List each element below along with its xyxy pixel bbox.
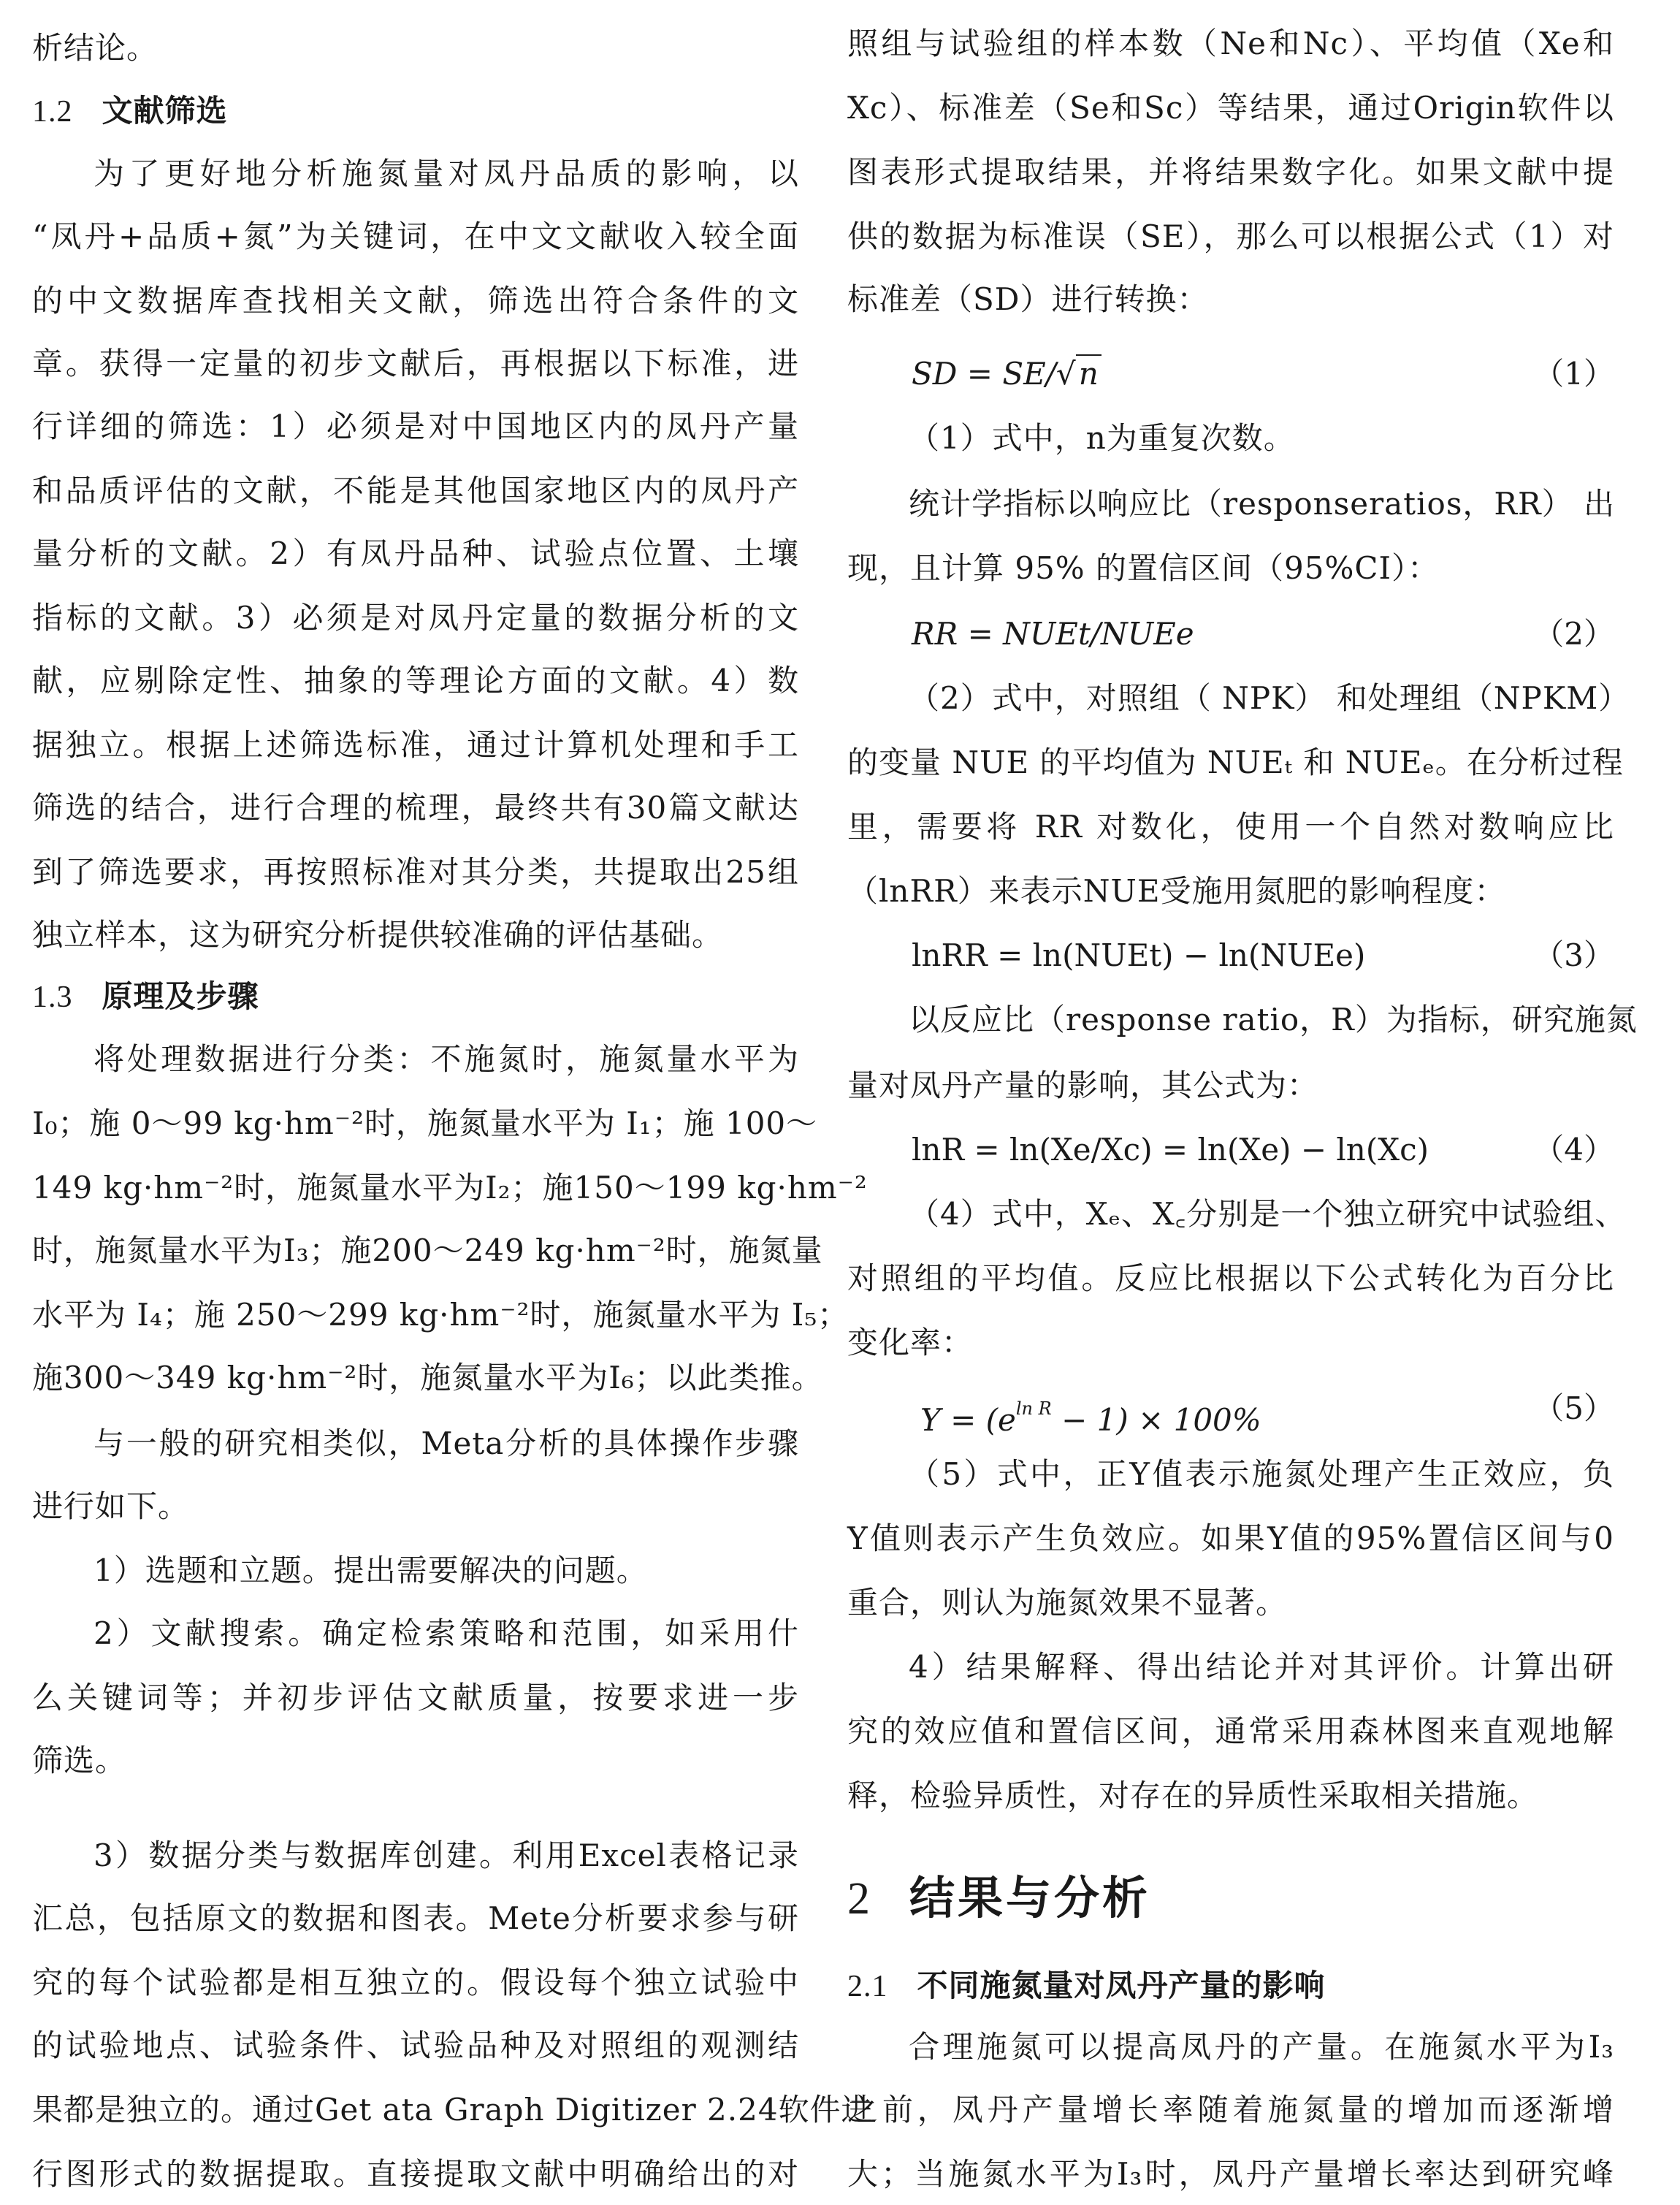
paragraph-line: 变化率： (847, 1325, 974, 1360)
paragraph-line: 指标的文献。3）必须是对凤丹定量的数据分析的文 (32, 600, 799, 636)
section-number: 2.1 (847, 1970, 888, 2003)
paragraph-line: 献，应剔除定性、抽象的等理论方面的文献。4）数 (32, 663, 799, 698)
paragraph-line: “凤丹+品质+氮”为关键词，在中文文献收入较全面 (32, 218, 799, 254)
paragraph-line: I₀；施 0～99 kg·hm⁻²时，施氮量水平为 I₁；施 100～ (32, 1105, 818, 1141)
paragraph-line: 进行如下。 (32, 1488, 190, 1524)
section-heading-2 (847, 1870, 1150, 1926)
section-number: 2 (847, 1874, 873, 1924)
section-number: 1.2 (32, 95, 73, 129)
equation-number-4: （4） (1533, 1132, 1614, 1168)
equation-text: lnR = ln(Xe/Xc) = ln(Xe) − ln(Xc) (912, 1132, 1429, 1168)
paragraph-line: 4）结果解释、得出结论并对其评价。计算出研 (909, 1649, 1614, 1685)
equation-1 (912, 355, 1101, 393)
equation-note: （1）式中，n为重复次数。 (909, 420, 1295, 456)
paragraph-line: 大；当施氮水平为I₃时，凤丹产量增长率达到研究峰 (847, 2156, 1614, 2192)
equation-exponent: ln R (1015, 1398, 1052, 1419)
paragraph-line: 照组与试验组的样本数（Ne和Nc）、平均值（Xe和 (847, 26, 1614, 61)
paragraph-line: 对照组的平均值。反应比根据以下公式转化为百分比 (847, 1260, 1614, 1296)
paragraph-line: 据独立。根据上述筛选标准，通过计算机处理和手工 (32, 727, 799, 763)
equation-4 (912, 1131, 1429, 1169)
paragraph-line: 以反应比（response ratio，R）为指标，研究施氮 (909, 1002, 1638, 1037)
paragraph-line: 量分析的文献。2）有凤丹品种、试验点位置、土壤 (32, 536, 799, 571)
paragraph-line: 标准差（SD）进行转换： (847, 281, 1209, 317)
section-title: 结果与分析 (909, 1871, 1151, 1924)
paragraph-line: 149 kg·hm⁻²时，施氮量水平为I₂；施150～199 kg·hm⁻² (32, 1170, 868, 1206)
equation-text: lnRR = ln(NUEt) − ln(NUEe) (912, 937, 1366, 973)
equation-pre: Y = (e (920, 1402, 1016, 1438)
paragraph-line: 里，需要将 RR 对数化，使用一个自然对数响应比 (847, 809, 1614, 845)
paragraph-line: 施300～349 kg·hm⁻²时，施氮量水平为I₆；以此类推。 (32, 1360, 823, 1395)
section-title: 不同施氮量对凤丹产量的影响 (917, 1968, 1326, 2003)
paragraph-line: 将处理数据进行分类：不施氮时，施氮量水平为 (93, 1041, 799, 1077)
paragraph-line: 之前，凤丹产量增长率随着施氮量的增加而逐渐增 (847, 2092, 1614, 2128)
paragraph-line: Y值则表示产生负效应。如果Y值的95%置信区间与0 (847, 1520, 1614, 1556)
equation-post: − 1) × 100% (1051, 1402, 1261, 1438)
sqrt-symbol: √ (1055, 356, 1076, 392)
paragraph-line: 统计学指标以响应比（responseratios，RR） 出 (909, 486, 1615, 522)
step-3-line: 3）数据分类与数据库创建。利用Excel表格记录 (93, 1837, 799, 1873)
equation-number-5: （5） (1533, 1390, 1614, 1426)
paragraph-line: （4）式中，Xₑ、X꜀分别是一个独立研究中试验组、 (909, 1196, 1627, 1232)
step-2-line: 2）文献搜索。确定检索策略和范围，如采用什 (93, 1615, 799, 1651)
paragraph-line: 的试验地点、试验条件、试验品种及对照组的观测结 (32, 2027, 799, 2063)
equation-number-3: （3） (1533, 937, 1614, 973)
paragraph-line: 图表形式提取结果，并将结果数字化。如果文献中提 (847, 154, 1614, 190)
paragraph-line: 独立样本，这为研究分析提供较准确的评估基础。 (32, 917, 724, 953)
paragraph-line: 现，且计算 95% 的置信区间（95%CI）： (847, 550, 1440, 586)
intro-tail: 析结论。 (32, 30, 159, 66)
section-heading-1-2 (32, 92, 799, 130)
paragraph-line: （lnRR）来表示NUE受施用氮肥的影响程度： (847, 873, 1506, 909)
equation-number-1: （1） (1533, 356, 1614, 392)
equation-5 (920, 1390, 1261, 1438)
paragraph-line: 行详细的筛选：1）必须是对中国地区内的凤丹产量 (32, 408, 799, 444)
paragraph-line: 水平为 I₄；施 250～299 kg·hm⁻²时，施氮量水平为 I₅； (32, 1297, 849, 1333)
paragraph-line: Xc）、标准差（Se和Sc）等结果，通过Origin软件以 (847, 90, 1614, 126)
paragraph-line: 到了筛选要求，再按照标准对其分类，共提取出25组 (32, 854, 799, 890)
section-number: 1.3 (32, 980, 73, 1014)
step-1: 1）选题和立题。提出需要解决的问题。 (93, 1553, 648, 1588)
paragraph-line: （5）式中，正Y值表示施氮处理产生正效应，负 (909, 1456, 1614, 1492)
paragraph-line: 为了更好地分析施氮量对凤丹品质的影响，以 (93, 156, 799, 191)
equation-number-2: （2） (1533, 616, 1614, 652)
paragraph-line: 量对凤丹产量的影响，其公式为： (847, 1067, 1319, 1103)
section-title: 原理及步骤 (102, 978, 259, 1014)
paragraph-line: 与一般的研究相类似，Meta分析的具体操作步骤 (93, 1425, 799, 1461)
paragraph-line: 究的效应值和置信区间，通常采用森林图来直观地解 (847, 1713, 1614, 1749)
paragraph-line: 章。获得一定量的初步文献后，再根据以下标准，进 (32, 346, 799, 381)
paragraph-line: 果都是独立的。通过Get ata Graph Digitizer 2.24软件进 (32, 2092, 873, 2128)
paragraph-line: 释，检验异质性，对存在的异质性采取相关措施。 (847, 1778, 1539, 1813)
paragraph-line: 汇总，包括原文的数据和图表。Mete分析要求参与研 (32, 1900, 799, 1936)
section-heading-2-1 (847, 1967, 1614, 2005)
sqrt-radicand: n (1076, 354, 1101, 392)
paragraph-line: 时，施氮量水平为I₃；施200～249 kg·hm⁻²时，施氮量 (32, 1233, 823, 1268)
paragraph-line: 究的每个试验都是相互独立的。假设每个独立试验中 (32, 1965, 799, 2000)
equation-3 (912, 937, 1365, 975)
equation-lhs: SD = SE/ (912, 356, 1056, 392)
paragraph-line: 的变量 NUE 的平均值为 NUEₜ 和 NUEₑ。在分析过程 (847, 744, 1624, 780)
paragraph-line: 重合，则认为施氮效果不显著。 (847, 1585, 1288, 1621)
equation-2 (912, 615, 1194, 653)
paragraph-line: 行图形式的数据提取。直接提取文献中明确给出的对 (32, 2156, 799, 2192)
section-title: 文献筛选 (102, 93, 228, 129)
paragraph-line: 筛选的结合，进行合理的梳理，最终共有30篇文献达 (32, 790, 799, 826)
paragraph-line: 和品质评估的文献，不能是其他国家地区内的凤丹产 (32, 473, 799, 509)
paragraph-line: 么关键词等；并初步评估文献质量，按要求进一步 (32, 1680, 799, 1715)
equation-text: RR = NUEt/NUEe (912, 616, 1194, 652)
paragraph-line: 筛选。 (32, 1743, 127, 1778)
paragraph-line: 的中文数据库查找相关文献，筛选出符合条件的文 (32, 283, 799, 319)
section-heading-1-3 (32, 978, 799, 1016)
paragraph-line: 供的数据为标准误（SE），那么可以根据公式（1）对 (847, 218, 1614, 254)
paragraph-line: 合理施氮可以提高凤丹的产量。在施氮水平为I₃ (909, 2029, 1614, 2065)
paragraph-line: （2）式中，对照组（ NPK） 和处理组（NPKM） (909, 680, 1630, 716)
